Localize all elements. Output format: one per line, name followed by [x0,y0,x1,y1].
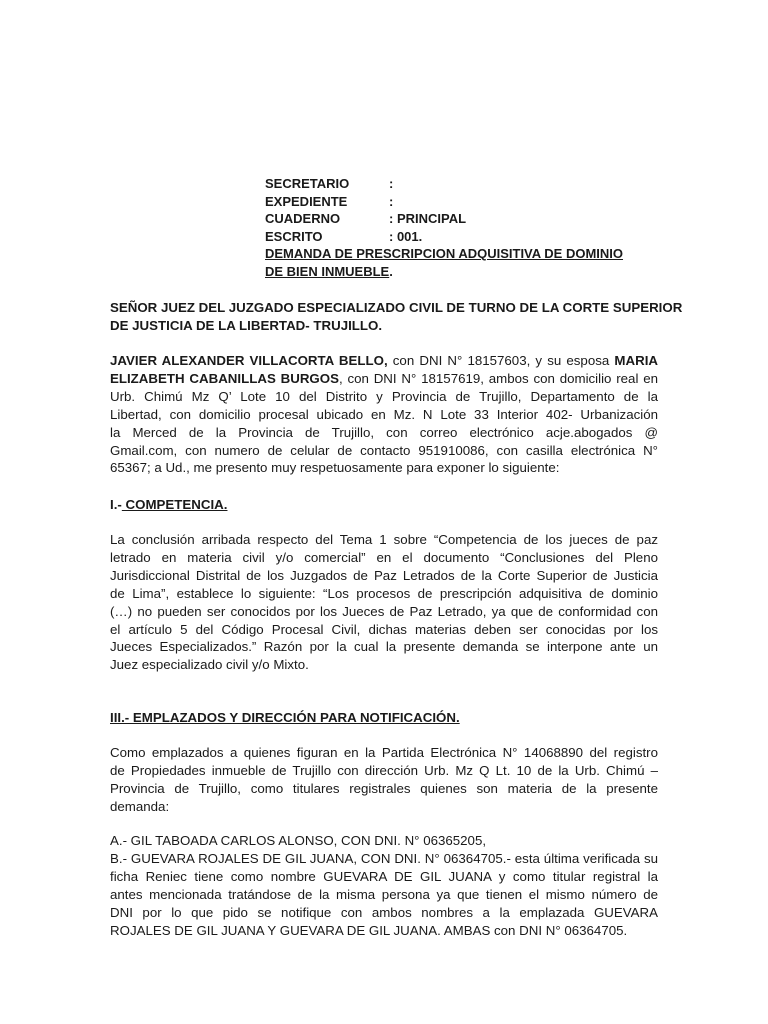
section-1-line: Jueces Especializados.” Razón por la cual la presente demanda se interpone ante un [110,639,658,655]
section-1-line: Jurisdiccional Distrital de los Juzgados de Paz Letrados de la Corte Superior de Justicia [110,567,658,583]
plaintiff-2-name-a: MARIA [614,353,658,368]
expediente-label: EXPEDIENTE [265,193,348,209]
cuaderno-value: : PRINCIPAL [389,211,467,227]
subject-text-1: DEMANDA DE PRESCRIPCION ADQUISITIVA DE DOMINIO [265,246,624,262]
intro-line-5: la Merced de la Provincia de Trujillo, con correo electrónico acje.abogados @ [110,424,658,440]
defendant-b-line: ficha Reniec tiene como nombre GUEVARA DE GIL JUANA y como titular registral la [110,868,658,884]
section-1-body [110,531,658,674]
intro-line-7: 65367; a Ud., me presento muy respetuosamente para exponer lo siguiente: [110,460,560,476]
intro-line-6: Gmail.com, con numero de celular de contacto 951910086, con casilla electrónica N° [110,442,658,458]
section-1-title: COMPETENCIA. [121,497,228,512]
section-1-line: La conclusión arribada respecto del Tema 1 sobre “Competencia de los jueces de paz [110,532,658,547]
section-1-line: (…) no pueden ser conocidos por los Jueces de Paz Letrado, ya que de conformidad con [110,603,658,619]
expediente-value: : [389,193,394,209]
subject-line-1 [265,245,645,263]
case-header [265,175,645,281]
defendant-b-line: antes mencionada tratándose de la misma persona ya que tienen el mismo número de [110,886,658,902]
subject-text-2: DE BIEN INMUEBLE [265,263,390,279]
section-1-heading [110,496,658,514]
plaintiff-1-name: JAVIER ALEXANDER VILLACORTA BELLO, [110,353,388,368]
intro-line-3: Urb. Chimú Mz Q’ Lote 10 del Distrito y Provincia de Trujillo, Departamento de la [110,388,658,404]
section-1-line: el artículo 5 del Código Procesal Civil, dichas materias deben ser conocidas por los [110,621,658,637]
defendant-a: A.- GIL TABOADA CARLOS ALONSO, CON DNI. N° 06365205, [110,833,487,848]
intro-line-2-text: , con DNI N° 18157619, ambos con domicilio real en [338,370,658,386]
defendant-b-line: DNI por lo que pido se notifique con ambos nombres a la emplazada GUEVARA [110,904,658,920]
section-3-title: III.- EMPLAZADOS Y DIRECCIÓN PARA NOTIFICACIÓN. [110,710,460,725]
addressee-line-2: DE JUSTICIA DE LA LIBERTAD- TRUJILLO. [110,317,383,333]
header-row-escrito [265,228,645,246]
section-3-line: Provincia de Trujillo, como titulares registrales quienes son materia de la presente [110,780,658,796]
section-3-line: demanda: [110,798,170,814]
defendant-b-line: ROJALES DE GIL JUANA Y GUEVARA DE GIL JUANA. AMBAS con DNI N° 06364705. [110,922,628,938]
section-1-line: de Lima”, establece lo siguiente: “Los procesos de prescripción adquisitiva de dominio [110,585,658,601]
section-1-line: Juez especializado civil y/o Mixto. [110,657,309,673]
addressee [110,299,683,335]
intro-line-1 [110,352,658,370]
defendant-b-line: B.- GUEVARA ROJALES DE GIL JUANA, CON DNI. N° 06364705.- esta última verificada su [110,850,658,866]
addressee-line-1: SEÑOR JUEZ DEL JUZGADO ESPECIALIZADO CIVIL DE TURNO DE LA CORTE SUPERIOR [110,300,683,315]
intro-paragraph [110,352,658,477]
intro-line-1-text: con DNI N° 18157603, y su esposa [387,353,615,368]
section-1-line: letrado en materia civil y/o comercial” en el documento “Conclusiones del Pleno [110,549,658,565]
header-row-cuaderno [265,210,645,228]
escrito-value: : 001. [389,228,423,244]
plaintiff-2-name-b: ELIZABETH CABANILLAS BURGOS [110,370,339,386]
secretario-value: : [389,176,394,191]
subject-line-2 [265,263,645,281]
section-3-body [110,744,658,816]
header-row-expediente [265,193,645,211]
cuaderno-label: CUADERNO [265,211,341,227]
secretario-label: SECRETARIO [265,176,350,191]
header-row-secretario [265,175,645,193]
section-3-line: de Propiedades inmueble de Trujillo con dirección Urb. Mz Q Lt. 10 de la Urb. Chimú – [110,762,658,778]
intro-line-4: Libertad, con domicilio procesal ubicado en Mz. N Lote 33 Interior 402- Urbanización [110,406,658,422]
defendants-list [110,832,658,939]
section-3-line: Como emplazados a quienes figuran en la Partida Electrónica N° 14068890 del registro [110,745,658,760]
escrito-label: ESCRITO [265,228,323,244]
subject-period: . [389,263,393,279]
section-3-heading [110,709,658,727]
section-1-prefix: I.- [110,497,122,512]
intro-line-2 [110,370,658,388]
